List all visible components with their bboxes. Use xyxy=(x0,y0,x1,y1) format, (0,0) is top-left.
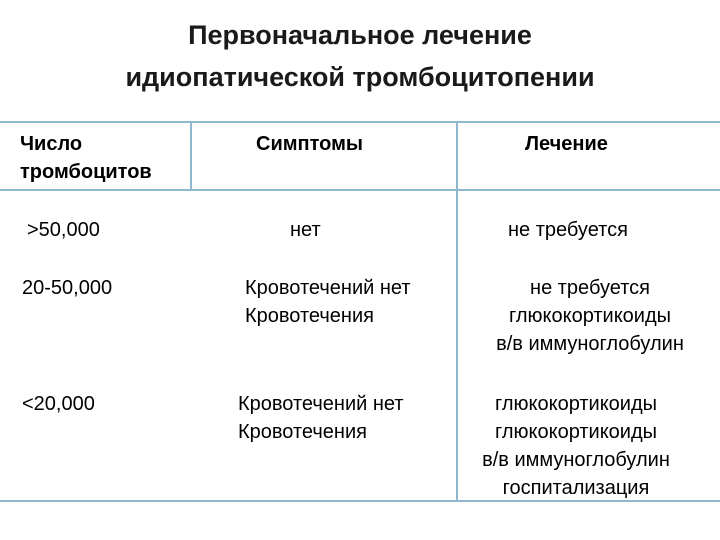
row-2-treatment-line-2: глюкокортикоиды xyxy=(508,305,672,327)
row-1-treatment xyxy=(508,216,628,244)
title-line-2: идиопатической тромбоцитопении xyxy=(125,62,595,92)
row-2-symptoms xyxy=(245,274,411,330)
row-1-platelets: >50,000 xyxy=(27,219,100,241)
header-bottom-rule xyxy=(0,189,720,191)
row-3-treatment-line-3: в/в иммуноглобулин xyxy=(482,449,670,471)
row-1-symptom-line-1: нет xyxy=(290,219,321,241)
row-3-treatment xyxy=(460,390,692,502)
row-2-treatment-line-1: не требуется xyxy=(530,277,650,299)
header-platelets-line-1: Число xyxy=(20,133,83,155)
column-divider-2 xyxy=(456,123,458,501)
row-2-treatment xyxy=(460,274,720,358)
table-top-rule xyxy=(0,121,720,123)
header-platelets-line-2: тромбоцитов xyxy=(20,161,152,183)
row-3-treatment-line-1: глюкокортикоиды xyxy=(494,393,658,415)
row-2-symptom-line-1: Кровотечений нет xyxy=(245,277,411,299)
row-1-treatment-line-1: не требуется xyxy=(508,219,628,241)
row-2-treatment-line-3: в/в иммуноглобулин xyxy=(496,333,684,355)
row-3-treatment-line-4: госпитализация xyxy=(502,477,650,499)
page-title xyxy=(0,14,720,98)
row-3-symptom-line-1: Кровотечений нет xyxy=(238,393,404,415)
row-3-symptom-line-2: Кровотечения xyxy=(238,421,367,443)
row-3-treatment-line-2: глюкокортикоиды xyxy=(494,421,658,443)
column-divider-1 xyxy=(190,123,192,190)
row-1-symptoms xyxy=(290,216,321,244)
row-2-platelets: 20-50,000 xyxy=(22,277,113,299)
row-3-platelets: <20,000 xyxy=(22,393,95,415)
header-platelets xyxy=(20,130,152,186)
header-symptoms: Симптомы xyxy=(256,133,363,155)
row-3-symptoms xyxy=(238,390,404,446)
header-treatment: Лечение xyxy=(525,133,608,155)
title-line-1: Первоначальное лечение xyxy=(188,20,532,50)
row-2-symptom-line-2: Кровотечения xyxy=(245,305,374,327)
